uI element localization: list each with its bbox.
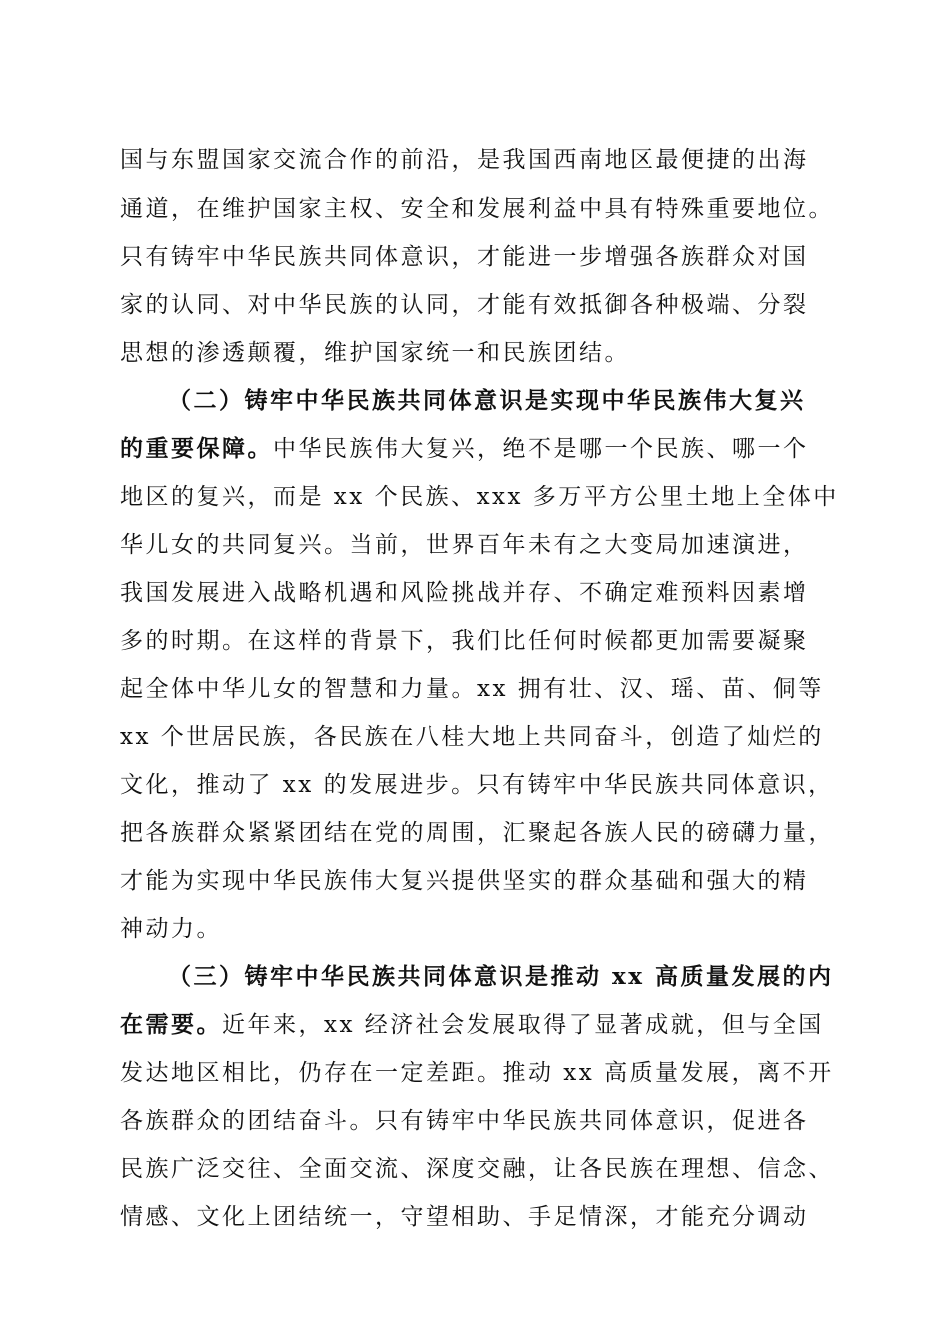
section-2-body-line-5: 起全体中华儿女的智慧和力量。xx 拥有壮、汉、瑶、苗、侗等 [120, 676, 824, 702]
section-2-heading: （二）铸牢中华民族共同体意识是实现中华民族伟大复兴 [168, 387, 806, 414]
section-3-body-line-1: 发达地区相比，仍存在一定差距。推动 xx 高质量发展，离不开 [120, 1060, 834, 1086]
section-2-body-line-10: 神动力。 [120, 916, 222, 942]
paragraph-1-line-2: 通道，在维护国家主权、安全和发展利益中具有特殊重要地位。 [120, 196, 834, 222]
section-3-body-line-2: 各族群众的团结奋斗。只有铸牢中华民族共同体意识，促进各 [120, 1108, 809, 1134]
section-2-line-2-text: 中华民族伟大复兴，绝不是哪一个民族、哪一个 [273, 436, 809, 462]
paragraph-1-line-3: 只有铸牢中华民族共同体意识，才能进一步增强各族群众对国 [120, 244, 809, 270]
section-3-heading: （三）铸牢中华民族共同体意识是推动 xx 高质量发展的内 [168, 963, 834, 990]
section-2-heading-end: 的重要保障。 [120, 435, 273, 462]
section-3-body-line-4: 情感、文化上团结统一，守望相助、手足情深，才能充分调动 [120, 1204, 809, 1230]
section-2-body-line-2: 华儿女的共同复兴。当前，世界百年未有之大变局加速演进， [120, 532, 809, 558]
section-3-line-2-text: 近年来，xx 经济社会发展取得了显著成就，但与全国 [222, 1012, 824, 1038]
section-2-body-line-9: 才能为实现中华民族伟大复兴提供坚实的群众基础和强大的精 [120, 868, 809, 894]
paragraph-1-line-4: 家的认同、对中华民族的认同，才能有效抵御各种极端、分裂 [120, 292, 809, 318]
section-2-body-line-6: xx 个世居民族，各民族在八桂大地上共同奋斗，创造了灿烂的 [120, 724, 824, 750]
paragraph-1-line-1: 国与东盟国家交流合作的前沿，是我国西南地区最便捷的出海 [120, 147, 809, 173]
section-2-body-line-7: 文化，推动了 xx 的发展进步。只有铸牢中华民族共同体意识， [120, 772, 834, 798]
section-2-line-2 [120, 434, 809, 464]
section-2-body-line-1: 地区的复兴，而是 xx 个民族、xxx 多万平方公里土地上全体中 [120, 484, 839, 510]
section-2-body-line-4: 多的时期。在这样的背景下，我们比任何时候都更加需要凝聚 [120, 628, 809, 654]
section-3-heading-end: 在需要。 [120, 1011, 222, 1038]
section-2-body-line-3: 我国发展进入战略机遇和风险挑战并存、不确定难预料因素增 [120, 580, 809, 606]
section-3-body-line-3: 民族广泛交往、全面交流、深度交融，让各民族在理想、信念、 [120, 1156, 834, 1182]
paragraph-1-line-5: 思想的渗透颠覆，维护国家统一和民族团结。 [120, 340, 630, 366]
section-3-line-2 [120, 1010, 824, 1040]
section-2-body-line-8: 把各族群众紧紧团结在党的周围，汇聚起各族人民的磅礴力量， [120, 820, 834, 846]
